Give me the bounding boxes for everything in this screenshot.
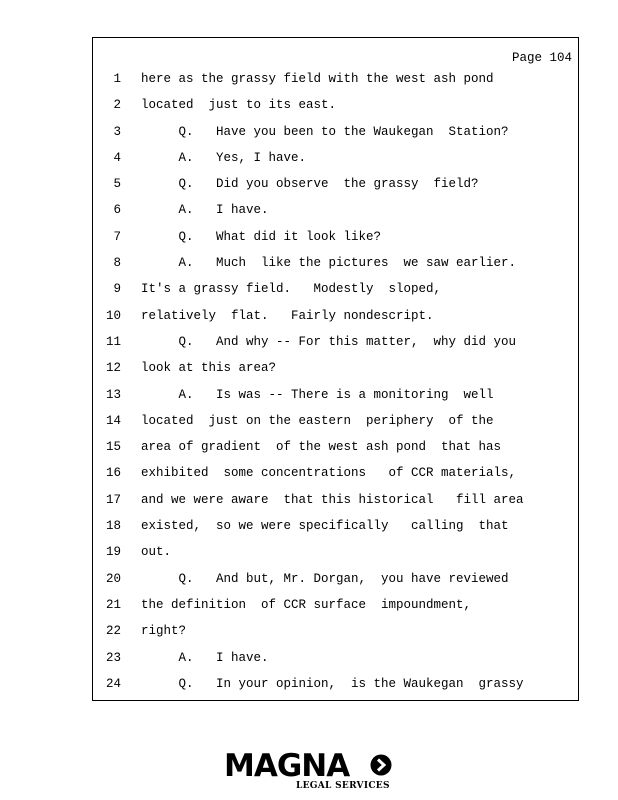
line-text: area of gradient of the west ash pond that has (141, 440, 502, 455)
transcript-line (93, 361, 578, 387)
transcript-line (93, 440, 578, 466)
line-text: It's a grassy field. Modestly sloped, (141, 282, 442, 297)
transcript-line (93, 72, 578, 98)
line-number: 2 (113, 98, 121, 113)
magna-logo (224, 748, 396, 792)
line-number: 6 (113, 203, 121, 218)
line-text: Q. What did it look like? (141, 229, 382, 244)
transcript-line (93, 98, 578, 124)
transcript-line (93, 572, 578, 598)
line-text: located just to its east. (141, 98, 337, 113)
line-number: 8 (113, 256, 121, 271)
line-number: 23 (105, 650, 121, 665)
line-number: 15 (105, 440, 121, 455)
line-text: A. Much like the pictures we saw earlier. (141, 256, 517, 271)
transcript-line (93, 230, 578, 256)
transcript-line (93, 256, 578, 282)
line-text: exhibited some concentrations of CCR materials, (141, 466, 517, 481)
line-text: out. (141, 545, 172, 560)
page-number: Page 104 (511, 51, 572, 65)
line-number: 19 (105, 545, 121, 560)
transcript-line (93, 335, 578, 361)
logo-subtitle: LEGAL SERVICES (296, 781, 390, 791)
transcript-line (93, 519, 578, 545)
line-number: 20 (105, 571, 121, 586)
line-text: relatively flat. Fairly nondescript. (141, 308, 434, 323)
line-number: 12 (105, 361, 121, 376)
line-number: 17 (105, 492, 121, 507)
line-text: existed, so we were specifically calling that (141, 519, 509, 534)
line-number: 11 (105, 334, 121, 349)
line-text: A. Yes, I have. (141, 150, 307, 165)
line-text: Q. Did you observe the grassy field? (141, 177, 479, 192)
line-number: 1 (113, 72, 121, 86)
transcript-line (93, 203, 578, 229)
line-number: 5 (113, 177, 121, 192)
line-text: and we were aware that this historical fill area (141, 492, 524, 507)
transcript-line (93, 414, 578, 440)
line-number: 13 (105, 387, 121, 402)
line-text: the definition of CCR surface impoundment, (141, 597, 472, 612)
line-text: Q. And why -- For this matter, why did you (141, 334, 517, 349)
transcript-line (93, 125, 578, 151)
line-number: 4 (113, 150, 121, 165)
line-text: Q. Have you been to the Waukegan Station? (141, 124, 509, 139)
line-text: A. I have. (141, 650, 269, 665)
arrow-circle-icon (370, 754, 392, 776)
line-number: 14 (105, 413, 121, 428)
transcript-lines (93, 72, 578, 703)
line-number: 10 (105, 308, 121, 323)
transcript-line (93, 177, 578, 203)
line-number: 22 (105, 624, 121, 639)
transcript-line (93, 151, 578, 177)
transcript-page (92, 37, 579, 701)
transcript-line (93, 466, 578, 492)
line-text: Q. In your opinion, is the Waukegan grassy (141, 676, 524, 691)
transcript-line (93, 624, 578, 650)
line-number: 7 (113, 229, 121, 244)
line-number: 18 (105, 519, 121, 534)
line-text: right? (141, 624, 187, 639)
transcript-line (93, 677, 578, 703)
transcript-line (93, 545, 578, 571)
line-text: Q. And but, Mr. Dorgan, you have reviewed (141, 571, 509, 586)
line-number: 21 (105, 597, 121, 612)
line-text: here as the grassy field with the west ash pond (141, 72, 494, 86)
transcript-line (93, 493, 578, 519)
transcript-line (93, 309, 578, 335)
line-text: look at this area? (141, 361, 277, 376)
line-text: located just on the eastern periphery of the (141, 413, 494, 428)
transcript-line (93, 282, 578, 308)
transcript-line (93, 388, 578, 414)
line-number: 3 (113, 124, 121, 139)
transcript-line (93, 651, 578, 677)
logo-wordmark: MAGNA (224, 748, 350, 784)
transcript-line (93, 598, 578, 624)
line-text: A. Is was -- There is a monitoring well (141, 387, 494, 402)
line-number: 16 (105, 466, 121, 481)
line-number: 24 (105, 676, 121, 691)
line-number: 9 (113, 282, 121, 297)
line-text: A. I have. (141, 203, 269, 218)
